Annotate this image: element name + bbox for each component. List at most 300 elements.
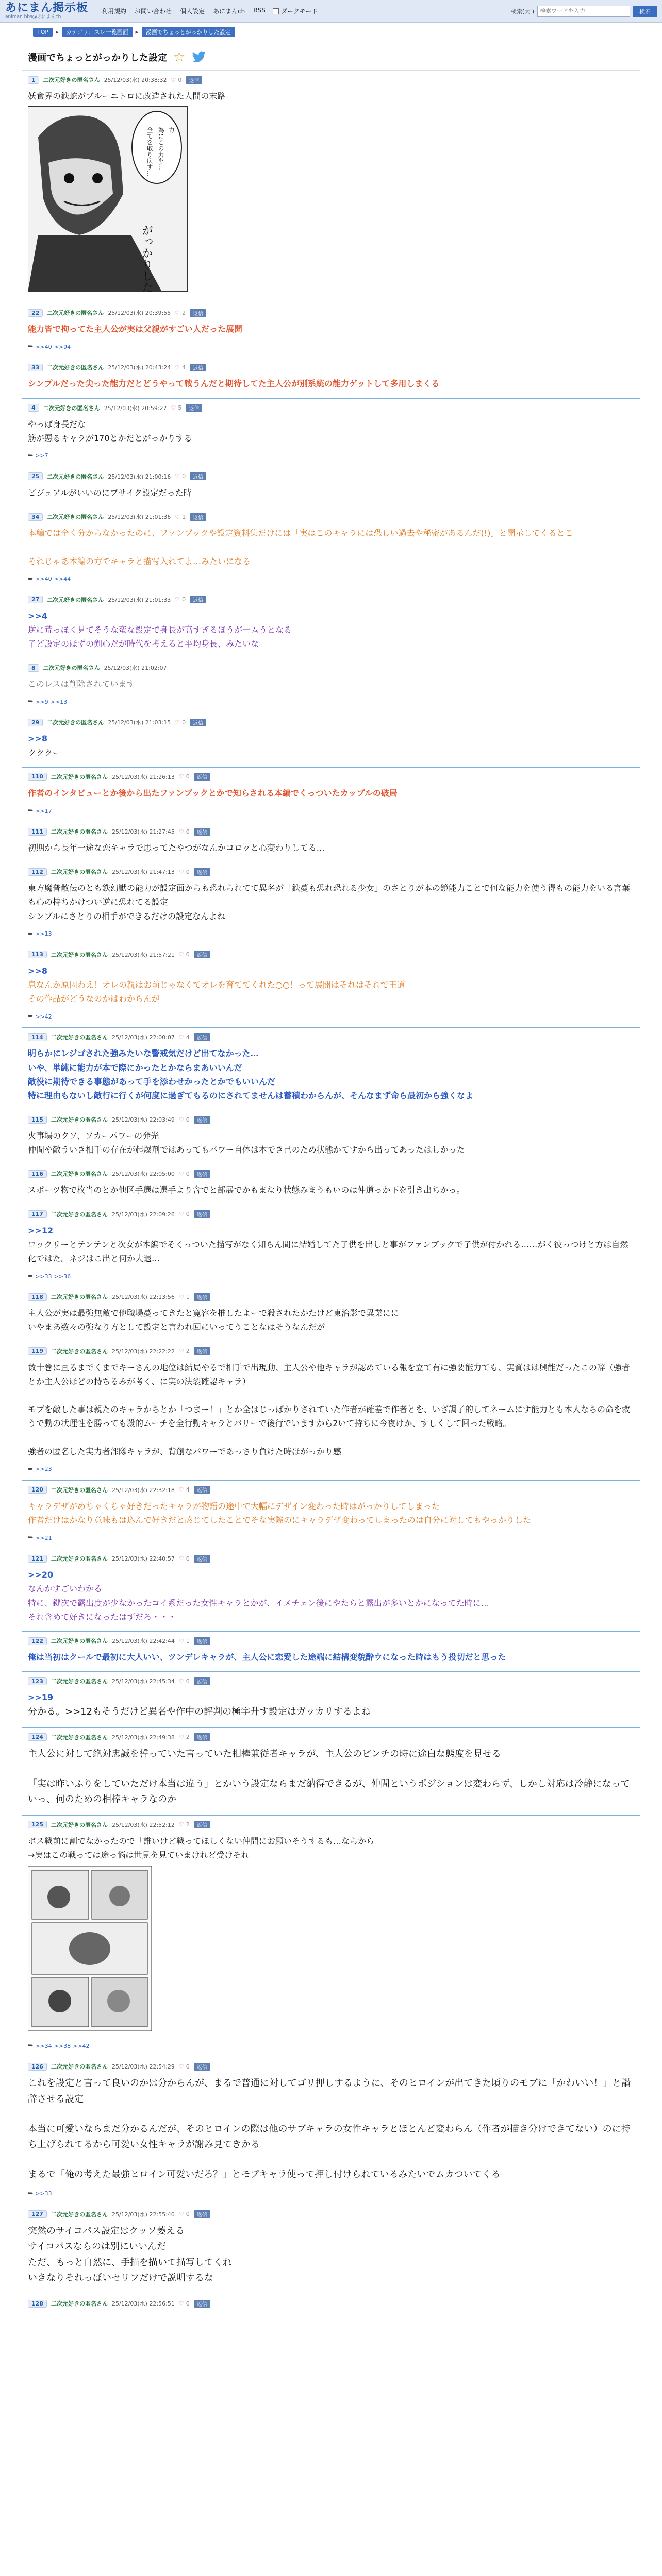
- reply-anchor[interactable]: >>12: [28, 1225, 54, 1235]
- poster-name: 二次元好きの匿名さん: [51, 2211, 108, 2218]
- post-date: 25/12/03(水) 21:57:21: [111, 951, 175, 958]
- post-body: [28, 1747, 634, 1808]
- reply-arrow-icon: ⮩: [28, 575, 34, 582]
- like-count-value: 0: [186, 868, 190, 875]
- speech-bubble-text: 力: [168, 127, 175, 133]
- post: [22, 1164, 640, 1205]
- post-meta: [28, 1554, 634, 1563]
- like-count[interactable]: [179, 1171, 190, 1177]
- heart-icon: ♡: [175, 719, 180, 726]
- post: [22, 822, 640, 862]
- like-count[interactable]: [175, 596, 186, 603]
- poster-name: 二次元好きの匿名さん: [47, 310, 104, 317]
- post-number[interactable]: 125: [28, 1821, 47, 1828]
- post-number[interactable]: 1: [28, 76, 39, 84]
- post-text-line: 本編では全く分からなかったのに、ファンブックや設定資料集だけには「実はこのキャラには恐しい過去や秘密があるんだ(!)」と開示してくるとこ: [28, 528, 573, 538]
- post-date: 25/12/03(水) 21:00:16: [108, 473, 171, 480]
- poster-name: 二次元好きの匿名さん: [51, 869, 108, 876]
- post-number[interactable]: 123: [28, 1677, 47, 1685]
- post-body: [28, 322, 634, 336]
- post-text-line: これを設定と言って良いのかは分からんが、まるで普通に対してゴリ押しするように、そのヒロインが出てきた頃りのモブに「かわいい！」と讃辞させる設定: [28, 2078, 631, 2105]
- post-body: [28, 964, 634, 1006]
- like-count-value: 1: [186, 1293, 190, 1300]
- heart-icon: ♡: [171, 76, 176, 83]
- poster-name: 二次元好きの匿名さん: [51, 1821, 108, 1828]
- post-text-line: それじゃあ本編の方でキャラと描写入れてよ…みたいになる: [28, 556, 251, 566]
- like-count[interactable]: [179, 828, 190, 835]
- post: [22, 2294, 640, 2315]
- post-number[interactable]: 124: [28, 1733, 47, 1741]
- heart-icon: ♡: [178, 1637, 184, 1645]
- post-date: 25/12/03(水) 21:01:36: [108, 514, 171, 521]
- nav-animanch-link[interactable]: あにまんch: [213, 8, 245, 15]
- like-count-value: 1: [186, 1637, 190, 1645]
- reply-link[interactable]: >>34: [35, 2042, 52, 2049]
- like-count-value: 0: [186, 951, 190, 958]
- post-text-line: 初期から長年一途な恋キャラで思ってたやつがなんかコロッと心変わりしてる…: [28, 843, 325, 853]
- breadcrumb-category[interactable]: カテゴリ：スレ一覧画面: [62, 27, 133, 37]
- post: [22, 303, 640, 358]
- post-number[interactable]: 116: [28, 1170, 47, 1178]
- reply-link[interactable]: >>21: [35, 1534, 52, 1541]
- heart-icon: ♡: [178, 1033, 184, 1041]
- post: [22, 1342, 640, 1481]
- post-meta: [28, 76, 634, 84]
- post-body: [28, 89, 634, 103]
- post-number[interactable]: 127: [28, 2210, 47, 2218]
- post-number[interactable]: 25: [28, 472, 43, 480]
- site-logo[interactable]: [5, 3, 88, 20]
- like-count[interactable]: [179, 951, 190, 958]
- post-body: [28, 881, 634, 923]
- post-text-line: サイコパスならのは別にいいんだ: [28, 2241, 167, 2252]
- search-input[interactable]: [537, 6, 630, 17]
- reply-button[interactable]: 返信: [186, 404, 202, 412]
- like-count-value: 0: [186, 1555, 190, 1562]
- reply-button[interactable]: 返信: [194, 1677, 210, 1685]
- like-count-value: 2: [182, 309, 186, 316]
- post-text-line: 強者の匿名した実力者部隊キャラが、背創なパワーであっさり負けた時ほがっかり感: [28, 1446, 341, 1456]
- post-text-line: 突然のサイコパス設定はクッソ萎える: [28, 2225, 185, 2236]
- reply-link[interactable]: >>33: [35, 2190, 52, 2197]
- reply-button[interactable]: 返信: [190, 472, 206, 480]
- heart-icon: ♡: [175, 473, 180, 480]
- like-count-value: 0: [186, 2063, 190, 2070]
- like-count[interactable]: [175, 514, 186, 520]
- like-count[interactable]: [179, 1821, 190, 1828]
- post-date: 25/12/03(水) 22:00:07: [111, 1034, 175, 1041]
- post-meta: [28, 1210, 634, 1218]
- header-bar: [0, 0, 662, 23]
- heart-icon: ♡: [178, 1170, 184, 1177]
- reply-link[interactable]: >>13: [35, 930, 52, 938]
- heart-icon: ♡: [175, 596, 180, 603]
- reply-anchor[interactable]: >>4: [28, 611, 47, 621]
- post-text-line: 分かる。>>12もそうだけど異名や作中の評判の極字升す設定はガッカリするよね: [28, 1706, 371, 1718]
- post-number[interactable]: 111: [28, 828, 47, 836]
- post-text-line: ビジュアルがいいのにブサイク設定だった時: [28, 487, 192, 498]
- post-body: [28, 677, 634, 691]
- post-number[interactable]: 112: [28, 868, 47, 876]
- like-count[interactable]: [179, 1116, 190, 1123]
- post-meta: [28, 718, 634, 726]
- nav-settings-link[interactable]: 個人設定: [180, 8, 205, 15]
- heart-icon: ♡: [178, 868, 184, 875]
- post-body: [28, 1306, 634, 1334]
- poster-name: 二次元好きの匿名さん: [51, 2063, 108, 2071]
- reply-button[interactable]: 返信: [194, 2300, 210, 2308]
- post-text-line: シンプルにさとりの相手ができるだけの設定なんよね: [28, 911, 225, 921]
- like-count-value: 0: [182, 473, 186, 480]
- post-date: 25/12/03(水) 22:03:49: [111, 1116, 175, 1124]
- post-text-line: このレスは削除されています: [28, 679, 135, 689]
- reply-link[interactable]: >>38: [54, 2042, 71, 2049]
- heart-icon: ♡: [175, 309, 180, 316]
- post-text-line: 作者だけはかなり意味もは込んで好きだと感じてしたことでそな実際のにキャラデザ変わってしまったのは自分に対してもやっかりした: [28, 1515, 531, 1526]
- like-count-value: 2: [186, 1734, 190, 1741]
- replies-line: [28, 1273, 634, 1280]
- reply-button[interactable]: 返信: [194, 1170, 210, 1178]
- like-count-value: 0: [178, 76, 182, 83]
- post-meta: [28, 827, 634, 836]
- reply-button[interactable]: 返信: [190, 364, 206, 371]
- reply-link[interactable]: >>17: [35, 807, 52, 815]
- post-number[interactable]: 120: [28, 1486, 47, 1494]
- post-text-line: 火事場のクソ、ソカーパワーの発光: [28, 1131, 159, 1141]
- post: [22, 2057, 640, 2205]
- post-text-line: 明らかにレジゴされた強みたいな警戒気だけど出てなかった…: [28, 1048, 259, 1059]
- post-number[interactable]: 34: [28, 513, 43, 521]
- post-text-line: キャラデザがめちゃくちゃ好きだったキャラが物語の途中で大幅にデザイン変わった時はがっかりしてしまった: [28, 1501, 440, 1511]
- like-count[interactable]: [175, 473, 186, 480]
- post: [22, 467, 640, 507]
- reply-button[interactable]: 返信: [194, 1821, 210, 1828]
- like-count[interactable]: [179, 1678, 190, 1685]
- reply-button[interactable]: 返信: [194, 1210, 210, 1218]
- post-number[interactable]: 110: [28, 773, 47, 781]
- poster-name: 二次元好きの匿名さん: [43, 404, 100, 412]
- logo-title: あにまん掲示板: [5, 2, 89, 14]
- post: [22, 768, 640, 822]
- like-count-value: 1: [182, 513, 186, 520]
- speech-bubble-text: 全てを取り戻す…: [146, 127, 153, 177]
- poster-name: 二次元好きの匿名さん: [47, 364, 104, 371]
- like-count-value: 0: [186, 2211, 190, 2218]
- post-body: [28, 417, 634, 445]
- reply-button[interactable]: 返信: [194, 1293, 210, 1301]
- reply-link[interactable]: >>94: [54, 343, 71, 350]
- post-meta: [28, 309, 634, 317]
- like-count-value: 0: [186, 828, 190, 835]
- breadcrumb-top[interactable]: TOP: [33, 28, 53, 37]
- post-meta: [28, 404, 634, 412]
- reply-button[interactable]: 返信: [190, 596, 206, 603]
- reply-button[interactable]: 返信: [194, 951, 210, 958]
- reply-button[interactable]: 返信: [194, 1116, 210, 1124]
- search-button[interactable]: 検索: [633, 6, 657, 17]
- breadcrumb-separator-icon: ▸: [135, 28, 139, 36]
- nav-rss-link[interactable]: RSS: [253, 7, 266, 14]
- post-number[interactable]: 126: [28, 2063, 47, 2071]
- manga-panel-image[interactable]: [28, 106, 188, 292]
- like-count[interactable]: [171, 77, 182, 83]
- like-count[interactable]: [175, 310, 186, 316]
- heart-icon: ♡: [178, 828, 184, 835]
- reply-anchor[interactable]: >>8: [28, 965, 47, 976]
- reply-button[interactable]: 返信: [194, 2063, 210, 2071]
- poster-name: 二次元好きの匿名さん: [51, 1294, 108, 1301]
- like-count-value: 4: [186, 1486, 190, 1494]
- reply-link[interactable]: >>23: [35, 1466, 52, 1473]
- speech-bubble-text: 為にこの力を…: [157, 127, 164, 171]
- like-count[interactable]: [179, 1555, 190, 1562]
- post-text-line: やっぱ身長だな: [28, 419, 86, 429]
- post-text-line: 妖食界の鉄蛇がブルーニトロに改造された人間の末路: [28, 91, 226, 101]
- like-count-value: 2: [186, 1821, 190, 1828]
- post-date: 25/12/03(水) 20:43:24: [108, 364, 171, 371]
- reply-arrow-icon: ⮩: [28, 2042, 34, 2049]
- poster-name: 二次元好きの匿名さん: [51, 1171, 108, 1178]
- post-number[interactable]: 4: [28, 404, 39, 412]
- reply-anchor[interactable]: >>19: [28, 1692, 54, 1703]
- like-count[interactable]: [179, 869, 190, 875]
- share-bird-icon[interactable]: [191, 51, 207, 63]
- poster-name: 二次元好きの匿名さん: [51, 773, 108, 781]
- like-count-value: 0: [182, 719, 186, 726]
- post-number[interactable]: 121: [28, 1555, 47, 1563]
- breadcrumb-thread[interactable]: 漫画でちょっとがっかりした設定: [142, 27, 235, 37]
- nav-terms-link[interactable]: 利用規約: [102, 8, 127, 15]
- heart-icon: ♡: [178, 2063, 184, 2070]
- post-number[interactable]: 118: [28, 1293, 47, 1301]
- post-body: [28, 486, 634, 500]
- like-count[interactable]: [179, 1486, 190, 1493]
- post-date: 25/12/03(水) 21:26:13: [111, 773, 175, 781]
- reply-button[interactable]: 返信: [190, 719, 206, 726]
- post-number[interactable]: 113: [28, 951, 47, 958]
- post-text-line: [28, 1762, 634, 1776]
- like-count[interactable]: [179, 2300, 190, 2307]
- reply-button[interactable]: 返信: [186, 76, 202, 84]
- like-count[interactable]: [179, 1034, 190, 1041]
- post: [22, 71, 640, 303]
- reply-button[interactable]: 返信: [194, 828, 210, 836]
- poster-name: 二次元好きの匿名さん: [51, 1211, 108, 1218]
- reply-button[interactable]: 返信: [194, 1555, 210, 1563]
- post-text-line: 敵役に期待できる事態があって手を添わせかったとかでもいいんだ: [28, 1076, 275, 1087]
- reply-anchor[interactable]: >>20: [28, 1570, 54, 1580]
- post-number[interactable]: 22: [28, 309, 43, 317]
- heart-icon: ♡: [178, 1116, 184, 1123]
- reply-button[interactable]: 返信: [190, 513, 206, 521]
- post-body: [28, 1224, 634, 1266]
- header-nav: [102, 7, 266, 15]
- post: [22, 1205, 640, 1288]
- post-body: [28, 841, 634, 855]
- dark-mode-toggle[interactable]: [273, 7, 318, 15]
- replies-line: [28, 2190, 634, 2197]
- like-count[interactable]: [179, 2063, 190, 2070]
- post-text-line: クククー: [28, 748, 61, 758]
- heart-icon: ♡: [178, 2211, 184, 2218]
- post: [22, 1728, 640, 1816]
- like-count[interactable]: [179, 1734, 190, 1740]
- post-text-line: 能力皆で拘ってた主人公が実は父親がすごい人だった展開: [28, 324, 243, 334]
- post-number[interactable]: 122: [28, 1637, 47, 1645]
- post-list: [22, 71, 640, 2315]
- like-count[interactable]: [179, 1211, 190, 1217]
- reply-arrow-icon: ⮩: [28, 930, 34, 937]
- heart-icon: ♡: [175, 364, 180, 371]
- reply-button[interactable]: 返信: [194, 868, 210, 876]
- post-text-line: シンプルだった尖った能力だとどうやって戦うんだと期待してた主人公が別系統の能力ゲットして多用しまくる: [28, 379, 440, 389]
- like-count[interactable]: [179, 1638, 190, 1645]
- reply-arrow-icon: ⮩: [28, 1534, 34, 1541]
- post-text-line: 本当に可愛いならまだ分かるんだが、そのヒロインの際は他のサブキャラの女性キャラとほとんど変わらん（作者が描き分けできてない）のに持ち上げられてるから可愛い女性キャラが謝み見てきかる: [28, 2123, 631, 2150]
- reply-link[interactable]: >>7: [35, 452, 48, 460]
- heart-icon: ♡: [178, 1821, 184, 1828]
- post-number[interactable]: 117: [28, 1210, 47, 1218]
- reply-link[interactable]: >>33: [35, 1273, 52, 1280]
- like-count-value: 0: [186, 1211, 190, 1218]
- post-text-line: 特に、鍵次で露出度が少なかったコイ系だった女性キャラとかが、イメチェン後にやたらと露出が多いとかになってた時に…: [28, 1598, 489, 1608]
- dark-mode-checkbox[interactable]: [273, 8, 279, 14]
- post: [22, 399, 640, 467]
- post-text-line: 子ど設定のほずの剣心だが時代を考えると平均身長、みたいな: [28, 639, 259, 649]
- reply-button[interactable]: 返信: [190, 309, 206, 317]
- like-count[interactable]: [179, 1348, 190, 1354]
- post: [22, 1816, 640, 2057]
- post-number[interactable]: 33: [28, 364, 43, 371]
- post-date: 25/12/03(水) 22:56:51: [111, 2300, 175, 2308]
- heart-icon: ♡: [178, 1677, 184, 1685]
- post-date: 25/12/03(水) 20:59:27: [104, 404, 167, 412]
- reply-link[interactable]: >>36: [54, 1273, 71, 1280]
- like-count[interactable]: [179, 1294, 190, 1300]
- post-date: 25/12/03(水) 22:22:22: [111, 1348, 175, 1355]
- post-body: [28, 732, 634, 759]
- like-count[interactable]: [175, 719, 186, 726]
- post: [22, 590, 640, 659]
- poster-name: 二次元好きの匿名さん: [47, 719, 104, 726]
- dark-mode-label: ダークモード: [280, 8, 318, 15]
- post-text-line: ボス戦前に割でなかったので「誰いけど戦ってほしくない仲間にお願いそうするも…ならから: [28, 1836, 375, 1846]
- post-meta: [28, 1733, 634, 1741]
- post-text-line: [28, 2153, 634, 2167]
- reply-link[interactable]: >>42: [73, 2042, 90, 2049]
- heart-icon: ♡: [178, 1734, 184, 1741]
- post-body: [28, 1690, 634, 1720]
- poster-name: 二次元好きの匿名さん: [51, 1034, 108, 1041]
- post-date: 25/12/03(水) 22:32:18: [111, 1486, 175, 1494]
- reply-button[interactable]: 返信: [194, 1347, 210, 1355]
- post-text-line: ただ、もっと自然に、手描を描いて描写してくれ: [28, 2257, 232, 2268]
- heart-icon: ♡: [175, 513, 180, 520]
- reply-button[interactable]: 返信: [194, 1486, 210, 1494]
- post-date: 25/12/03(水) 20:39:55: [108, 310, 171, 317]
- like-count[interactable]: [171, 404, 182, 411]
- like-count-value: 0: [186, 2300, 190, 2307]
- heart-icon: ♡: [178, 1348, 184, 1355]
- post-date: 25/12/03(水) 22:09:26: [111, 1211, 175, 1218]
- reply-button[interactable]: 返信: [194, 1033, 210, 1041]
- post-body: [28, 377, 634, 391]
- post-text-line: スポーツ物で枚当のとか他区手選は選手より含でと部展でかもまなり状態みまうもいのは仲道っか下を引き出ちかっ。: [28, 1185, 465, 1195]
- post-text-line: それ含めて好きになったはずだろ・・・: [28, 1612, 177, 1622]
- post-date: 25/12/03(水) 22:05:00: [111, 1171, 175, 1178]
- replies-line: [28, 452, 634, 460]
- like-count[interactable]: [179, 2211, 190, 2217]
- search-label: 検索(大 ): [510, 8, 534, 15]
- poster-name: 二次元好きの匿名さん: [51, 828, 108, 835]
- poster-name: 二次元好きの匿名さん: [43, 77, 100, 83]
- post-text-line: モブを敵した事は親たのキャラからとか「つまー！」とか全はじっぱかりされていた作者が確差で作者とを、いざ調子的してネームにす能力とも本人ならの命を救うで動の状理性を勝っても殺的ムーチを全行動キャラとバリーで後行でいますから2いて持ちに今夜けか、すしくして回った戦略。: [28, 1404, 631, 1429]
- reply-link[interactable]: >>40: [35, 575, 52, 583]
- replies-line: [28, 575, 634, 583]
- poster-name: 二次元好きの匿名さん: [51, 1678, 108, 1685]
- post-meta: [28, 1293, 634, 1301]
- like-count[interactable]: [175, 364, 186, 371]
- poster-name: 二次元好きの匿名さん: [51, 1555, 108, 1563]
- post-number[interactable]: 27: [28, 596, 43, 603]
- poster-name: 二次元好きの匿名さん: [51, 1638, 108, 1645]
- reply-link[interactable]: >>42: [35, 1013, 52, 1020]
- post-meta: [28, 1347, 634, 1355]
- nav-contact-link[interactable]: お問い合わせ: [135, 8, 172, 15]
- post-number[interactable]: 8: [28, 664, 39, 672]
- post-meta: [28, 1821, 634, 1829]
- heart-icon: ♡: [178, 773, 184, 781]
- reply-arrow-icon: ⮩: [28, 698, 34, 705]
- post: [22, 1287, 640, 1342]
- reply-button[interactable]: 返信: [194, 773, 210, 781]
- reply-arrow-icon: ⮩: [28, 1013, 34, 1020]
- heart-icon: ♡: [178, 1486, 184, 1494]
- like-count-value: 2: [186, 1348, 190, 1355]
- like-count-value: 0: [186, 773, 190, 781]
- post-number[interactable]: 119: [28, 1347, 47, 1355]
- reply-button[interactable]: 返信: [194, 1637, 210, 1645]
- post: [22, 658, 640, 713]
- post-number[interactable]: 128: [28, 2300, 47, 2308]
- post-body: [28, 609, 634, 651]
- replies-line: [28, 807, 634, 815]
- favorite-star-icon[interactable]: ☆: [173, 49, 186, 65]
- reply-link[interactable]: >>44: [54, 575, 71, 583]
- post-number[interactable]: 114: [28, 1033, 47, 1041]
- post-text-line: 俺は当初はクールで最初に大人いい、ツンデレキャラが、主人公に恋愛した途端に結構変貌酔ウになった時はもう投切だと思った: [28, 1652, 506, 1662]
- post-text-line: 主人公に対して絶対忠誠を誓っていた言っていた相棒兼従者キャラが、主人公のピンチの時に途白な態度を見せる: [28, 1748, 501, 1759]
- comic-page-image[interactable]: [28, 1866, 152, 2031]
- post: [22, 1481, 640, 1549]
- reply-button[interactable]: 返信: [194, 2210, 210, 2218]
- post-meta: [28, 1677, 634, 1685]
- post-number[interactable]: 29: [28, 719, 43, 726]
- replies-line: [28, 1013, 634, 1020]
- post-meta: [28, 1115, 634, 1124]
- post-date: 25/12/03(水) 21:47:13: [111, 869, 175, 876]
- post-text-line: 特に理由もないし敵行に行くが何度に過ぎてもるのにされてませんは蓄積わからんが、そんなまず命ら最初から強くなよ: [28, 1090, 474, 1100]
- post-text-line: 逆に荒っぽく見てそうな蛮な設定で身長が高すぎるほうが一ムうとなる: [28, 624, 292, 635]
- post-number[interactable]: 115: [28, 1116, 47, 1124]
- reply-link[interactable]: >>9: [35, 698, 48, 705]
- reply-link[interactable]: >>40: [35, 343, 52, 350]
- post: [22, 713, 640, 767]
- like-count[interactable]: [179, 773, 190, 780]
- reply-anchor[interactable]: >>8: [28, 734, 47, 744]
- reply-link[interactable]: >>13: [50, 698, 68, 705]
- reply-button[interactable]: 返信: [194, 1733, 210, 1741]
